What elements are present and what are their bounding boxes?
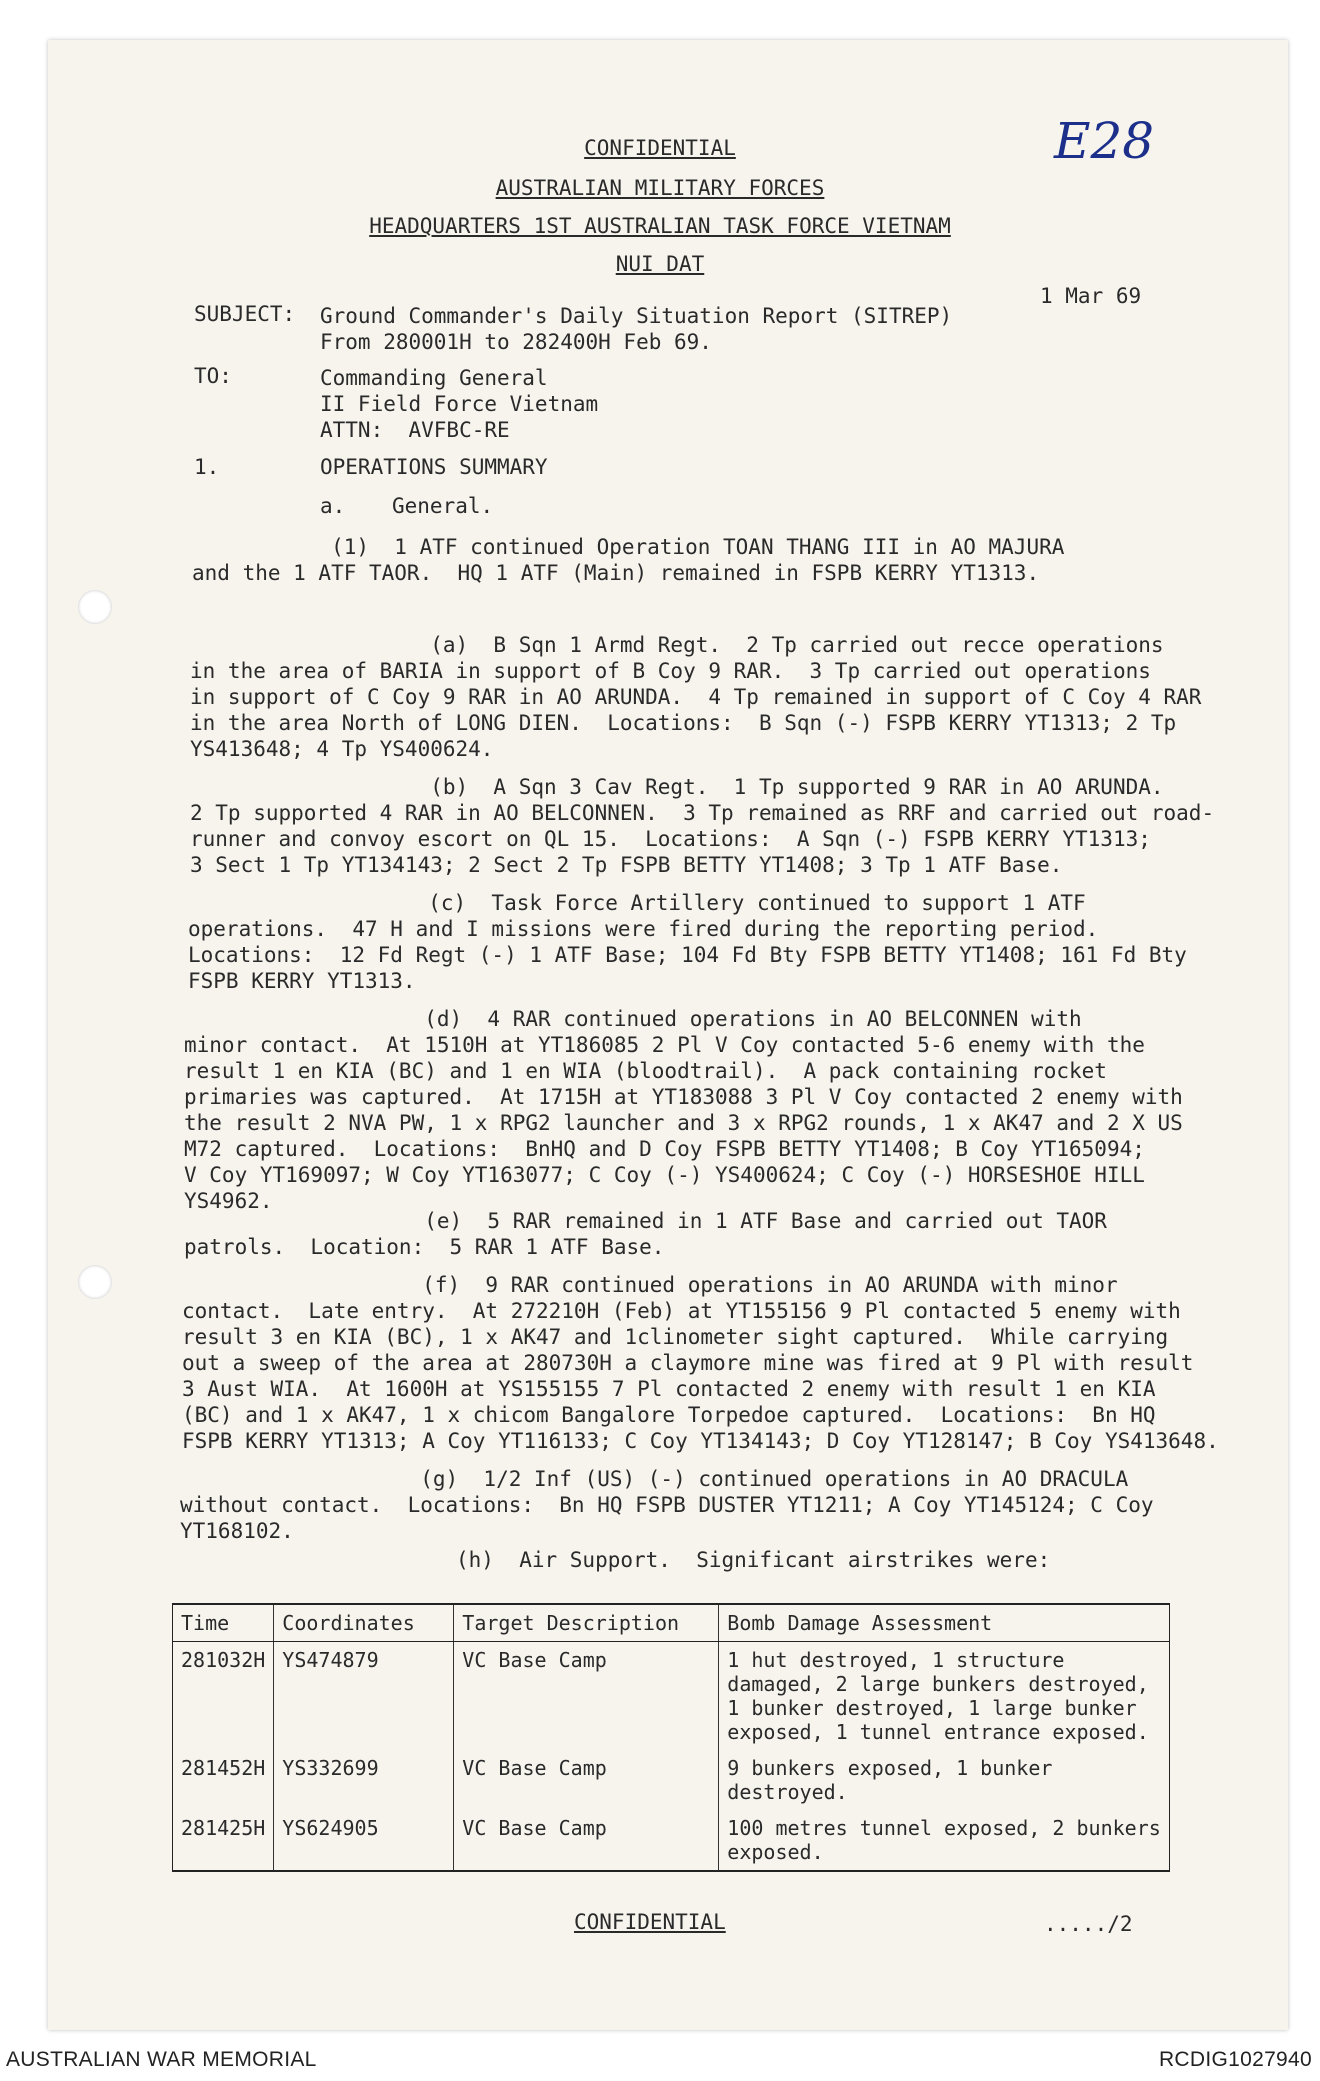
text-line: in the area of BARIA in support of B Coy 9 RAR. 3 Tp carried out operations [190, 659, 1151, 683]
airstrikes-table [172, 1603, 1170, 1872]
section-number: 1. [194, 455, 220, 479]
text-line: YT168102. [180, 1519, 294, 1543]
text-line: (e) 5 RAR remained in 1 ATF Base and carried out TAOR [184, 1209, 1107, 1233]
text-line: out a sweep of the area at 280730H a claymore mine was fired at 9 Pl with result [182, 1351, 1194, 1375]
classification-header: CONFIDENTIAL [584, 136, 736, 160]
text-line: without contact. Locations: Bn HQ FSPB DUSTER YT1211; A Coy YT145124; C Coy [180, 1493, 1154, 1517]
subject-line: From 280001H to 282400H Feb 69. [320, 330, 712, 354]
text-line: (c) Task Force Artillery continued to support 1 ATF [188, 891, 1086, 915]
paragraph-a [190, 632, 1201, 762]
text-line: result 3 en KIA (BC), 1 x AK47 and 1clinometer sight captured. While carrying [182, 1325, 1169, 1349]
column-header: Coordinates [274, 1604, 454, 1642]
column-header: Bomb Damage Assessment [719, 1604, 1170, 1642]
bda-cell: 100 metres tunnel exposed, 2 bunkers exposed. [719, 1810, 1170, 1871]
coordinates-cell: YS332699 [274, 1750, 454, 1810]
time-cell: 281425H [181, 1816, 266, 1840]
text-line: (d) 4 RAR continued operations in AO BELCONNEN with [184, 1007, 1082, 1031]
document-date: 1 Mar 69 [1040, 284, 1142, 308]
bda-cell: 1 hut destroyed, 1 structure damaged, 2 large bunkers destroyed, 1 bunker destroyed, 1 large bunker exposed, 1 tunnel entrance exposed. [719, 1642, 1170, 1751]
punch-hole [78, 1265, 112, 1299]
paragraph-c [188, 890, 1187, 994]
coordinates-cell: YS474879 [274, 1642, 454, 1751]
paragraph-d [184, 1006, 1183, 1214]
column-header: Target Description [454, 1604, 719, 1642]
archive-id: RCDIG1027940 [1158, 2048, 1312, 2071]
time-cell: 281032H [181, 1648, 266, 1672]
archive-credit: AUSTRALIAN WAR MEMORIAL [6, 2048, 317, 2071]
table-row [173, 1642, 1170, 1751]
page-continuation: ...../2 [1044, 1912, 1133, 1936]
paragraph-b [190, 774, 1214, 878]
text-line: patrols. Location: 5 RAR 1 ATF Base. [184, 1235, 665, 1259]
text-line: (1) 1 ATF continued Operation TOAN THANG III in AO MAJURA [192, 535, 1065, 559]
paragraph-e [184, 1208, 1107, 1260]
paragraph-f [182, 1272, 1219, 1454]
text-line: and the 1 ATF TAOR. HQ 1 ATF (Main) remained in FSPB KERRY YT1313. [192, 561, 1040, 585]
text-line: (g) 1/2 Inf (US) (-) continued operations in AO DRACULA [180, 1467, 1129, 1491]
table-row [173, 1810, 1170, 1871]
classification-footer: CONFIDENTIAL [574, 1910, 726, 1934]
addressee-line: Commanding General [320, 366, 548, 390]
subsection-letter: a. [320, 494, 346, 518]
table-row [173, 1750, 1170, 1810]
paragraph-1 [192, 534, 1064, 586]
section-title: OPERATIONS SUMMARY [320, 455, 548, 479]
text-line: V Coy YT169097; W Coy YT163077; C Coy (-) YS400624; C Coy (-) HORSESHOE HILL [184, 1163, 1145, 1187]
subject-line: Ground Commander's Daily Situation Report (SITREP) [320, 304, 953, 328]
text-line: operations. 47 H and I missions were fired during the reporting period. [188, 917, 1099, 941]
hq-title: HEADQUARTERS 1ST AUSTRALIAN TASK FORCE VIETNAM [369, 214, 951, 238]
text-line: Locations: 12 Fd Regt (-) 1 ATF Base; 104 Fd Bty FSPB BETTY YT1408; 161 Fd Bty [188, 943, 1187, 967]
handwritten-reference: E28 [1054, 112, 1155, 170]
text-line: minor contact. At 1510H at YT186085 2 Pl V Coy contacted 5-6 enemy with the [184, 1033, 1145, 1057]
table-header-row [173, 1604, 1170, 1642]
text-line: (b) A Sqn 3 Cav Regt. 1 Tp supported 9 RAR in AO ARUNDA. [190, 775, 1164, 799]
location-title: NUI DAT [615, 252, 705, 276]
text-line: FSPB KERRY YT1313; A Coy YT116133; C Coy YT134143; D Coy YT128147; B Coy YS413648. [182, 1429, 1219, 1453]
subject-label: SUBJECT: [194, 302, 296, 326]
text-line: contact. Late entry. At 272210H (Feb) at YT155156 9 Pl contacted 5 enemy with [182, 1299, 1181, 1323]
text-line: 2 Tp supported 4 RAR in AO BELCONNEN. 3 Tp remained as RRF and carried out road- [190, 801, 1215, 825]
text-line: the result 2 NVA PW, 1 x RPG2 launcher and 3 x RPG2 rounds, 1 x AK47 and 2 X US [184, 1111, 1183, 1135]
text-line: in the area North of LONG DIEN. Locations: B Sqn (-) FSPB KERRY YT1313; 2 Tp [190, 711, 1177, 735]
punch-hole [78, 590, 112, 624]
text-line: 3 Aust WIA. At 1600H at YS155155 7 Pl contacted 2 enemy with result 1 en KIA [182, 1377, 1156, 1401]
text-line: YS413648; 4 Tp YS400624. [190, 737, 494, 761]
text-line: primaries was captured. At 1715H at YT183088 3 Pl V Coy contacted 2 enemy with [184, 1085, 1183, 1109]
text-line: YS4962. [184, 1189, 273, 1213]
bda-cell: 9 bunkers exposed, 1 bunker destroyed. [719, 1750, 1170, 1810]
target-cell: VC Base Camp [454, 1750, 719, 1810]
text-line: M72 captured. Locations: BnHQ and D Coy FSPB BETTY YT1408; B Coy YT165094; [184, 1137, 1145, 1161]
to-label: TO: [194, 364, 232, 388]
text-line: 3 Sect 1 Tp YT134143; 2 Sect 2 Tp FSPB BETTY YT1408; 3 Tp 1 ATF Base. [190, 853, 1063, 877]
org-title: AUSTRALIAN MILITARY FORCES [495, 176, 825, 200]
text-line: in support of C Coy 9 RAR in AO ARUNDA. 4 Tp remained in support of C Coy 4 RAR [190, 685, 1202, 709]
coordinates-cell: YS624905 [274, 1810, 454, 1871]
text-line: (BC) and 1 x AK47, 1 x chicom Bangalore Torpedoe captured. Locations: Bn HQ [182, 1403, 1156, 1427]
target-cell: VC Base Camp [454, 1642, 719, 1751]
paragraph-g [180, 1466, 1154, 1544]
text-line: FSPB KERRY YT1313. [188, 969, 416, 993]
air-support-heading: (h) Air Support. Significant airstrikes were: [456, 1548, 1051, 1572]
addressee-line: ATTN: AVFBC-RE [320, 418, 510, 442]
text-line: runner and convoy escort on QL 15. Locations: A Sqn (-) FSPB KERRY YT1313; [190, 827, 1151, 851]
target-cell: VC Base Camp [454, 1810, 719, 1871]
time-cell: 281452H [181, 1756, 266, 1780]
text-line: result 1 en KIA (BC) and 1 en WIA (bloodtrail). A pack containing rocket [184, 1059, 1107, 1083]
column-header: Time [173, 1604, 274, 1642]
subsection-title: General. [392, 494, 494, 518]
text-line: (f) 9 RAR continued operations in AO ARUNDA with minor [182, 1273, 1118, 1297]
addressee-line: II Field Force Vietnam [320, 392, 599, 416]
text-line: (a) B Sqn 1 Armd Regt. 2 Tp carried out recce operations [190, 633, 1164, 657]
